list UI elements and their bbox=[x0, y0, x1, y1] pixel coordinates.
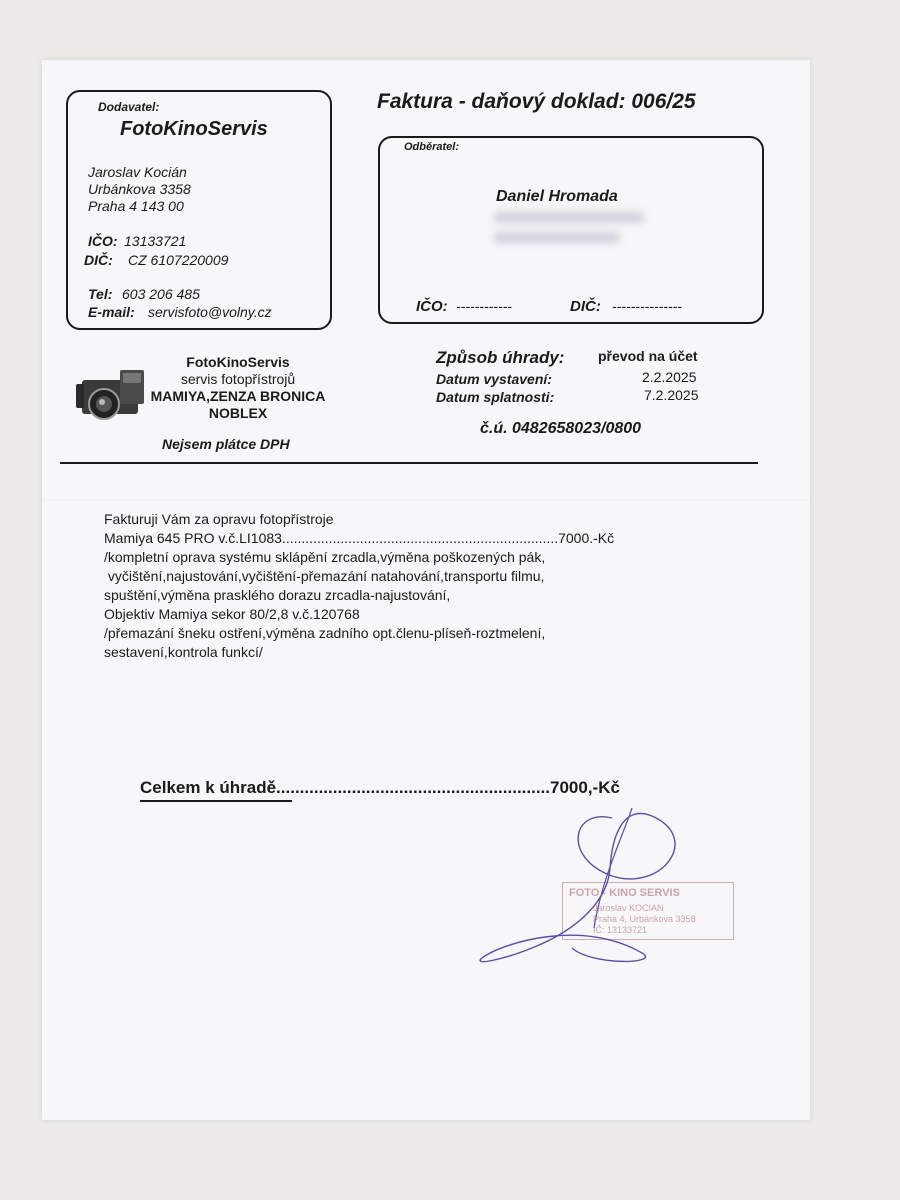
stamp-line3: IČ: 13133721 bbox=[593, 925, 648, 935]
supplier-street: Urbánkova 3358 bbox=[88, 181, 191, 197]
redacted-city bbox=[494, 232, 620, 243]
vat-note: Nejsem plátce DPH bbox=[162, 436, 290, 452]
logo-text-block bbox=[146, 354, 330, 422]
supplier-label: Dodavatel: bbox=[98, 100, 160, 114]
customer-label: Odběratel: bbox=[404, 141, 460, 153]
body-line: /přemazání šneku ostření,výměna zadního opt.členu-plíseň-roztmelení, bbox=[104, 625, 546, 641]
issued-label: Datum vystavení: bbox=[436, 371, 552, 387]
supplier-email-value: servisfoto@volny.cz bbox=[148, 304, 272, 320]
body-line: vyčištění,najustování,vyčištění-přemazání natahování,transportu filmu, bbox=[104, 568, 545, 584]
signature-image bbox=[462, 798, 702, 968]
due-value: 7.2.2025 bbox=[644, 387, 699, 403]
customer-dic-value: --------------- bbox=[612, 298, 682, 314]
supplier-tel-value: 603 206 485 bbox=[122, 286, 200, 302]
payment-method-label: Způsob úhrady: bbox=[436, 348, 565, 367]
supplier-city: Praha 4 143 00 bbox=[88, 198, 184, 214]
body-line: Fakturuji Vám za opravu fotopřístroje bbox=[104, 511, 334, 527]
body-line: /kompletní oprava systému sklápění zrcadla,výměna poškozených pák, bbox=[104, 549, 546, 565]
invoice-body bbox=[104, 510, 724, 662]
customer-name: Daniel Hromada bbox=[496, 188, 618, 205]
logo-brands: MAMIYA,ZENZA BRONICA bbox=[150, 388, 326, 404]
customer-dic-label: DIČ: bbox=[570, 298, 601, 315]
invoice-title: Faktura - daňový doklad: 006/25 bbox=[377, 90, 696, 113]
supplier-dic-value: CZ 6107220009 bbox=[128, 252, 229, 268]
supplier-tel-label: Tel: bbox=[88, 286, 113, 302]
customer-box bbox=[378, 136, 764, 324]
stamp-title: FOTO - KINO SERVIS bbox=[569, 887, 680, 899]
customer-ico-value: ------------ bbox=[456, 298, 512, 314]
paper-fold bbox=[42, 500, 810, 502]
logo-company: FotoKinoServis bbox=[186, 354, 290, 370]
supplier-company: FotoKinoServis bbox=[120, 118, 268, 140]
supplier-dic-label: DIČ: bbox=[84, 252, 113, 268]
body-line: Objektiv Mamiya sekor 80/2,8 v.č.120768 bbox=[104, 606, 360, 622]
issued-value: 2.2.2025 bbox=[642, 369, 697, 385]
customer-ico-label: IČO: bbox=[416, 298, 448, 315]
logo-brand-noblex: NOBLEX bbox=[208, 405, 268, 421]
logo-subtitle: servis fotopřístrojů bbox=[180, 371, 296, 387]
body-line: spuštění,výměna prasklého dorazu zrcadla-najustování, bbox=[104, 587, 451, 603]
redacted-street bbox=[494, 212, 644, 223]
stamp-line1: Jaroslav KOCIAN bbox=[593, 903, 664, 913]
bank-account: č.ú. 0482658023/0800 bbox=[480, 420, 642, 437]
stamp-line2: Praha 4, Urbánkova 3358 bbox=[593, 914, 696, 924]
supplier-ico-label: IČO: bbox=[88, 233, 118, 249]
camera-icon bbox=[76, 366, 150, 424]
supplier-person: Jaroslav Kocián bbox=[88, 164, 187, 180]
invoice-sheet bbox=[42, 60, 810, 1120]
supplier-ico-value: 13133721 bbox=[124, 233, 187, 249]
total-underline bbox=[140, 800, 292, 802]
payment-method-value: převod na účet bbox=[598, 348, 698, 364]
body-line: Mamiya 645 PRO v.č.LI1083.......................................................................7000.-Kč bbox=[104, 530, 615, 546]
supplier-email-label: E-mail: bbox=[88, 304, 135, 320]
total-line: Celkem k úhradě..........................................................7000,-Kč bbox=[140, 778, 620, 797]
supplier-box bbox=[66, 90, 332, 330]
divider-line bbox=[60, 462, 758, 464]
body-line: sestavení,kontrola funkcí/ bbox=[104, 644, 263, 660]
due-label: Datum splatnosti: bbox=[436, 389, 555, 405]
